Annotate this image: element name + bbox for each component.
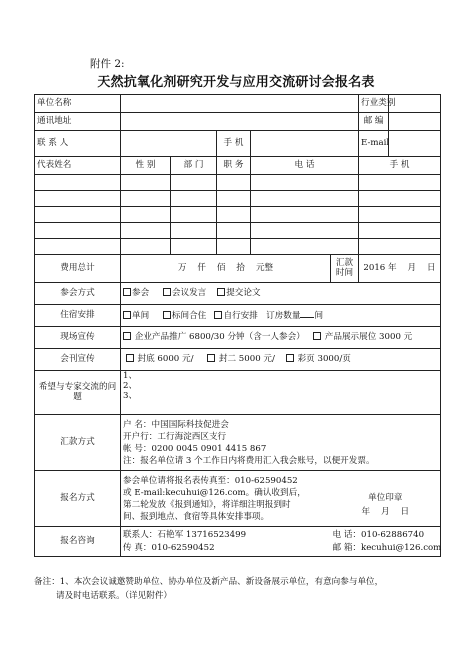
inquiry-fax: 传 真：010-62590452 xyxy=(123,542,215,553)
speak-checkbox[interactable]: 会议发言 xyxy=(163,288,206,298)
industry-field[interactable] xyxy=(389,95,441,113)
rep-cell[interactable] xyxy=(217,239,251,255)
checkbox-icon xyxy=(123,288,131,296)
single-room-checkbox[interactable]: 单间 xyxy=(123,311,149,321)
rep-cell[interactable] xyxy=(251,207,359,223)
rep-name-header: 代表姓名 xyxy=(35,157,121,175)
table-row xyxy=(35,223,441,239)
color-page-checkbox[interactable]: 彩页 3000/页 xyxy=(286,354,351,364)
question-item: 3、 xyxy=(123,390,138,401)
journal-options xyxy=(121,349,441,371)
checkbox-icon xyxy=(123,311,131,319)
registration-form xyxy=(34,94,441,557)
rep-cell[interactable] xyxy=(217,191,251,207)
rep-cell[interactable] xyxy=(171,239,217,255)
product-promo-checkbox[interactable]: 企业产品推广 6800/30 分钟（含一人参会） xyxy=(123,332,305,342)
inquiry-left xyxy=(121,527,331,557)
mobile-label: 手 机 xyxy=(217,131,251,157)
remit-account-name: 户 名：中国国际科技促进会 xyxy=(123,419,229,430)
address-label: 通讯地址 xyxy=(35,113,121,131)
signup-line: 或 E-mail:kecuhui@126.com。确认收到后， xyxy=(123,487,306,498)
room-qty-label: 订房数量 xyxy=(266,310,301,321)
room-unit: 间 xyxy=(314,310,324,321)
attend-checkbox[interactable]: 参会 xyxy=(123,288,149,298)
rep-cell[interactable] xyxy=(35,191,121,207)
signup-method-label: 报名方式 xyxy=(35,471,121,527)
checkbox-icon xyxy=(313,332,321,340)
dept-header: 部 门 xyxy=(171,157,217,175)
postcode-field[interactable] xyxy=(389,113,441,131)
inquiry-phone: 电 话：010-62886740 xyxy=(332,529,425,540)
table-row xyxy=(35,207,441,223)
rep-cell[interactable] xyxy=(359,175,441,191)
fee-total-label: 费用总计 xyxy=(35,255,121,283)
checkbox-icon xyxy=(163,311,171,319)
rep-cell[interactable] xyxy=(121,239,171,255)
rep-cell[interactable] xyxy=(35,175,121,191)
question-item: 2、 xyxy=(123,380,138,391)
rep-cell[interactable] xyxy=(121,207,171,223)
rep-cell[interactable] xyxy=(171,207,217,223)
inquiry-email: 邮 箱：kecuhui@126.com xyxy=(332,542,442,553)
rep-cell[interactable] xyxy=(35,207,121,223)
promo-label: 现场宣传 xyxy=(35,327,121,349)
table-row xyxy=(35,175,441,191)
remit-time-label: 汇款时间 xyxy=(331,255,359,283)
rep-cell[interactable] xyxy=(121,175,171,191)
rep-cell[interactable] xyxy=(35,239,121,255)
remit-date-field[interactable]: 2016 年 月 日 xyxy=(359,255,441,283)
rep-cell[interactable] xyxy=(359,207,441,223)
address-field[interactable] xyxy=(121,113,359,131)
inquiry-contact: 联系人：石艳军 13716523499 xyxy=(123,529,247,540)
signup-line: 参会单位请将报名表传真至：010-62590452 xyxy=(123,475,298,486)
footnotes xyxy=(34,575,444,603)
rep-cell[interactable] xyxy=(171,175,217,191)
unit-name-field[interactable] xyxy=(121,95,359,113)
rep-cell[interactable] xyxy=(359,223,441,239)
rep-cell[interactable] xyxy=(251,175,359,191)
rep-cell[interactable] xyxy=(251,223,359,239)
seal-date: 年 月 日 xyxy=(361,506,410,517)
rep-mobile-header: 手 机 xyxy=(359,157,441,175)
rep-cell[interactable] xyxy=(217,223,251,239)
checkbox-icon xyxy=(207,354,215,362)
contact-field[interactable] xyxy=(121,131,217,157)
rep-cell[interactable] xyxy=(251,191,359,207)
position-header: 职 务 xyxy=(217,157,251,175)
form-title: 天然抗氧化剂研究开发与应用交流研讨会报名表 xyxy=(97,75,375,90)
postcode-label: 邮 编 xyxy=(359,113,389,131)
lodging-label: 住宿安排 xyxy=(35,305,121,327)
rep-cell[interactable] xyxy=(171,191,217,207)
checkbox-icon xyxy=(123,332,131,340)
checkbox-icon xyxy=(163,288,171,296)
inside-cover-checkbox[interactable]: 封二 5000 元/ xyxy=(207,354,275,364)
remit-method-label: 汇款方式 xyxy=(35,415,121,471)
shared-room-checkbox[interactable]: 标间合住 xyxy=(163,311,206,321)
seal-area[interactable] xyxy=(331,471,441,527)
back-cover-checkbox[interactable]: 封底 6000 元/ xyxy=(126,354,194,364)
self-arrange-checkbox[interactable]: 自行安排 xyxy=(214,311,257,321)
rep-cell[interactable] xyxy=(359,191,441,207)
unit-name-label: 单位名称 xyxy=(35,95,121,113)
email-field[interactable] xyxy=(389,131,441,157)
lodging-options xyxy=(121,305,441,327)
rep-cell[interactable] xyxy=(359,239,441,255)
rep-cell[interactable] xyxy=(171,223,217,239)
remit-account-number: 帐 号：0200 0045 0901 4415 867 xyxy=(123,443,267,454)
rep-cell[interactable] xyxy=(217,207,251,223)
checkbox-icon xyxy=(214,311,222,319)
mobile-field[interactable] xyxy=(251,131,359,157)
checkbox-icon xyxy=(286,354,294,362)
inquiry-right xyxy=(331,527,441,557)
rep-cell[interactable] xyxy=(217,175,251,191)
rep-cell[interactable] xyxy=(251,239,359,255)
note-line: 请及时电话联系。（详见附件） xyxy=(56,591,173,601)
remit-info xyxy=(121,415,441,471)
journal-label: 会刊宣传 xyxy=(35,349,121,371)
rep-cell[interactable] xyxy=(35,223,121,239)
question-item: 1、 xyxy=(123,371,138,381)
room-qty-input[interactable] xyxy=(300,310,314,318)
paper-checkbox[interactable]: 提交论文 xyxy=(217,288,260,298)
signup-line: 第二轮发放《报到通知》，将详细注明报到时 xyxy=(123,499,291,510)
questions-field[interactable] xyxy=(121,371,441,415)
fee-total-field[interactable]: 万 仟 佰 拾 元整 xyxy=(121,255,331,283)
attend-mode-options xyxy=(121,283,441,305)
table-row xyxy=(35,191,441,207)
table-row xyxy=(35,239,441,255)
signup-line: 间、报到地点、食宿等具体安排事项。 xyxy=(123,511,270,522)
checkbox-icon xyxy=(217,288,225,296)
email-label: E-mail xyxy=(359,131,389,157)
seal-label: 单位印章 xyxy=(368,492,403,503)
rep-cell[interactable] xyxy=(121,191,171,207)
remit-note: 注：报名单位请 3 个工作日内将费用汇入我会账号，以便开发票。 xyxy=(123,455,375,466)
contact-label: 联 系 人 xyxy=(35,131,121,157)
industry-label: 行业类别 xyxy=(359,95,389,113)
rep-cell[interactable] xyxy=(121,223,171,239)
signup-info xyxy=(121,471,331,527)
promo-options xyxy=(121,327,441,349)
note-line: 备注：1、本次会议诚邀赞助单位、协办单位及新产品、新设备展示单位，有意向参与单位， xyxy=(34,577,384,587)
gender-header: 性 别 xyxy=(121,157,171,175)
inquiry-label: 报名咨询 xyxy=(35,527,121,557)
attend-mode-label: 参会方式 xyxy=(35,283,121,305)
attachment-label: 附件 2: xyxy=(90,58,125,70)
booth-checkbox[interactable]: 产品展示展位 3000 元 xyxy=(313,332,412,342)
questions-label: 希望与专家交流的问题 xyxy=(35,371,121,415)
phone-header: 电 话 xyxy=(251,157,359,175)
remit-bank: 开户行：工行海淀西区支行 xyxy=(123,431,227,442)
checkbox-icon xyxy=(126,354,134,362)
